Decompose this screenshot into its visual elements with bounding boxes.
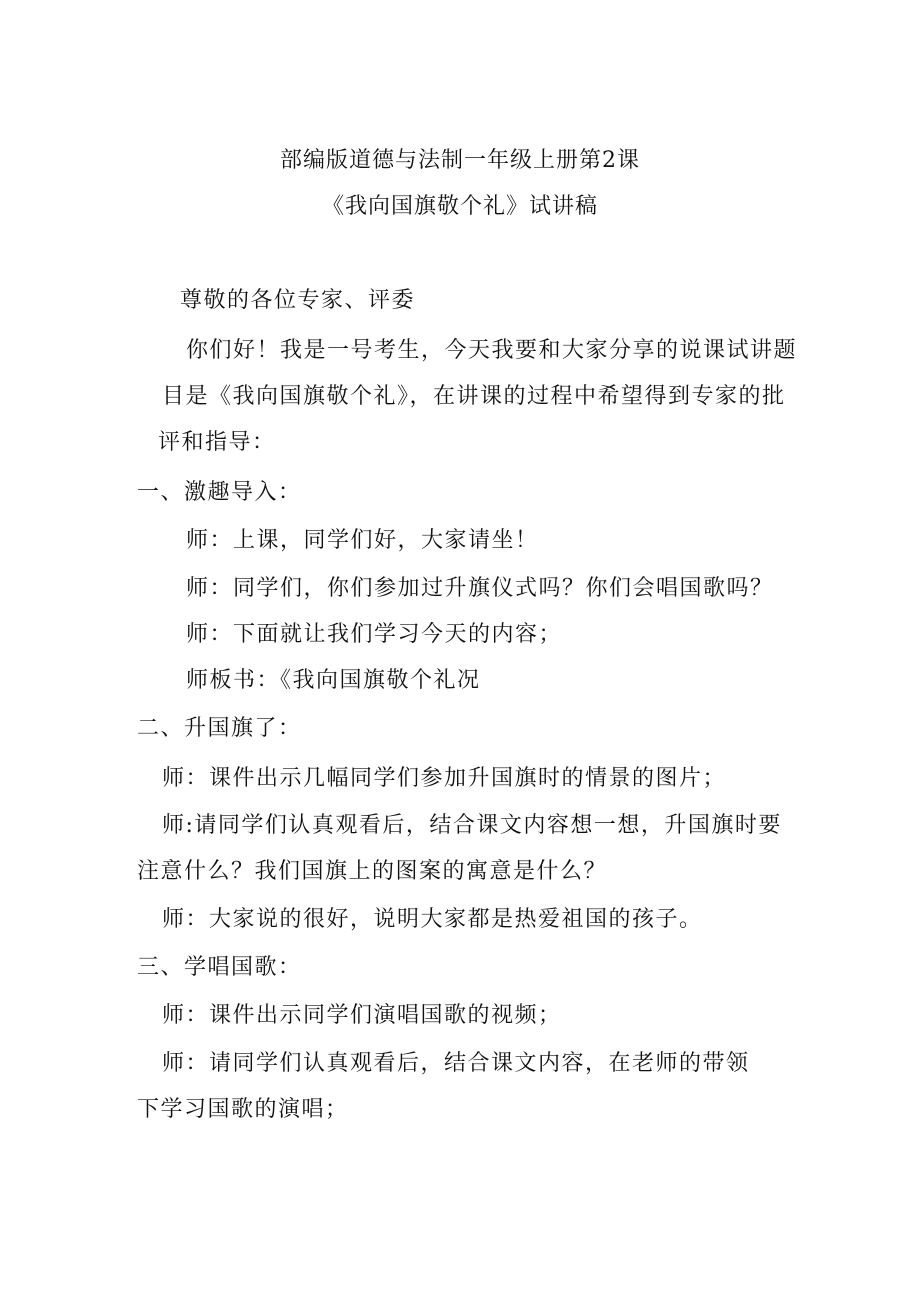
section2-line-4: 师：大家说的很好，说明大家都是热爱祖国的孩子。 xyxy=(162,907,703,932)
section3-line-2: 师：请同学们认真观看后，结合课文内容，在老师的带领 xyxy=(162,1051,750,1076)
section1-heading: 一、激趣导入： xyxy=(137,480,302,505)
section3-line-1: 师：课件出示同学们演唱国歌的视频； xyxy=(162,1003,562,1028)
section2-line-2: 师:请同学们认真观看后，结合课文内容想一想，升国旗时要 xyxy=(162,813,782,838)
section1-line-3: 师：下面就让我们学习今天的内容； xyxy=(186,622,563,647)
section2-line-3: 注意什么？我们国旗上的图案的寓意是什么？ xyxy=(137,859,608,884)
section3-line-3: 下学习国歌的演唱； xyxy=(137,1097,349,1122)
section1-line-1: 师：上课，同学们好，大家请坐！ xyxy=(186,528,539,553)
greeting: 尊敬的各位专家、评委 xyxy=(180,288,416,313)
section2-line-1: 师：课件出示几幅同学们参加升国旗时的情景的图片； xyxy=(162,766,727,791)
intro-line-3: 评和指导： xyxy=(158,430,276,455)
document-title-line1: 部编版道德与法制一年级上册第2课 xyxy=(280,148,640,173)
section2-heading: 二、升国旗了： xyxy=(137,716,302,741)
document-title-line2: 《我向国旗敬个礼》试讲稿 xyxy=(321,194,598,219)
section1-line-4: 师板书：《我向国旗敬个礼况 xyxy=(186,668,481,693)
section1-line-2: 师：同学们，你们参加过升旗仪式吗？你们会唱国歌吗？ xyxy=(186,576,774,601)
intro-line-2: 目是《我向国旗敬个礼》，在讲课的过程中希望得到专家的批 xyxy=(162,384,786,409)
intro-line-1: 你们好！我是一号考生，今天我要和大家分享的说课试讲题 xyxy=(186,338,798,363)
section3-heading: 三、学唱国歌： xyxy=(137,955,302,980)
